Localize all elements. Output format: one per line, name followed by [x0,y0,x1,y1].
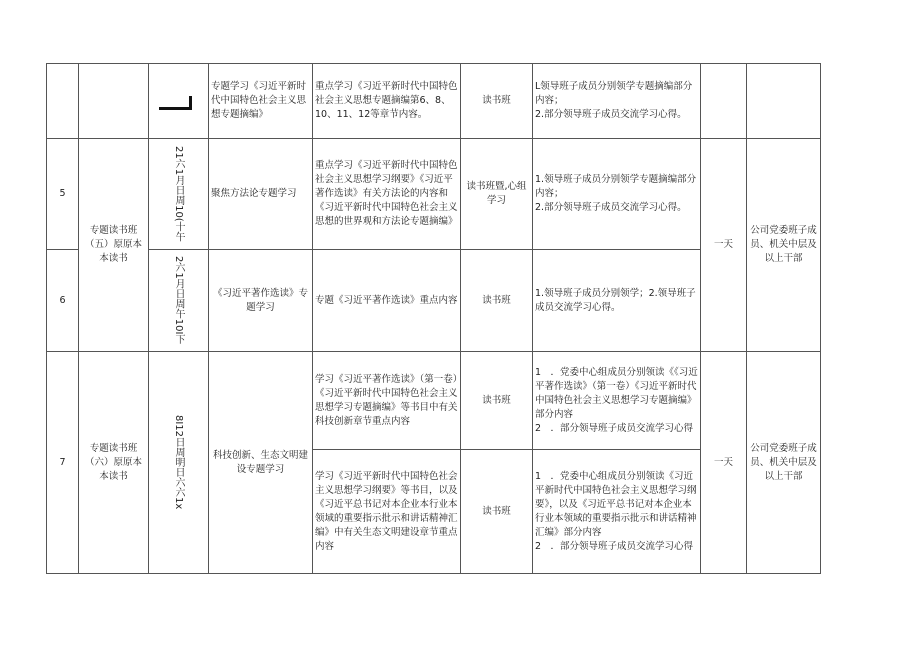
date-text: 8I12日周明日六六1x [173,415,184,510]
cell-activity: L领导班子成员分别领学专题摘编部分内容； 2.部分领导班子成员交流学习心得。 [533,64,701,139]
cell-content: 专题《习近平著作选读》重点内容 [313,250,461,352]
cell-date [149,64,209,139]
cell-duration: 一天 [701,352,747,574]
schedule-table [46,63,821,574]
cell-no: 7 [47,352,79,574]
date-text: 2六1月日周午10I下 [173,256,184,345]
cell-form: 读书班暨,心组学习 [461,139,533,250]
cell-content: 学习《习近平新时代中国特色社会主义思想学习纲要》等书目，以及《习近平总书记对本企业本行业本领域的重要指示批示和讲话精神汇编》中有关生态文明建设章节重点内容 [313,450,461,574]
table-row [47,139,821,250]
cell-activity: 1 ．党委中心组成员分别领读《习近平新时代中国特色社会主义思想学习纲要》，以及《习近平总书记对本企业本行业本领域的重要指示批示和讲话精神汇编》部分内容 2 ．部分领导班子成员交流学习心得 [533,450,701,574]
cell-content: 重点学习《习近平新时代中国特色社会主义思想专题摘编第6、8、10、11、12等章节内容。 [313,64,461,139]
cell-activity: 1 ．党委中心组成员分别领读《《习近平著作选读》（第一卷）《习近平新时代中国特色社会主义思想学习专题摘编》部分内容 2 ．部分领导班子成员交流学习心得 [533,352,701,450]
cell-date [149,352,209,574]
cell-attendees: 公司党委班子成员、机关中层及以上干部 [747,139,821,352]
cell-form: 读书班 [461,250,533,352]
cell-phase [79,64,149,139]
cell-topic: 聚焦方法论专题学习 [209,139,313,250]
cell-duration [701,64,747,139]
cell-phase: 专题读书班（六）原原本本读书 [79,352,149,574]
cell-phase: 专题读书班（五）原原本本读书 [79,139,149,352]
redaction-mark [159,84,199,118]
cell-form: 读书班 [461,450,533,574]
cell-topic: 科技创新、生态文明建设专题学习 [209,352,313,574]
table-row [47,64,821,139]
cell-no: 5 [47,139,79,250]
date-text: 21六1月日周10(十午 [173,146,184,242]
cell-activity: 1.领导班子成员分别领学；2.领导班子成员交流学习心得。 [533,250,701,352]
cell-form: 读书班 [461,64,533,139]
cell-content: 学习《习近平著作选读》（第一卷）《习近平新时代中国特色社会主义思想学习专题摘编》等书目中有关科技创新章节重点内容 [313,352,461,450]
cell-topic: 专题学习《习近平新时代中国特色社会主义思想专题摘编》 [209,64,313,139]
cell-date [149,250,209,352]
table-row [47,352,821,450]
cell-form: 读书班 [461,352,533,450]
cell-attendees [747,64,821,139]
cell-activity: 1.领导班子成员分别领学专题摘编部分内容； 2.部分领导班子成员交流学习心得。 [533,139,701,250]
cell-attendees: 公司党委班子成员、机关中层及以上干部 [747,352,821,574]
cell-topic: 《习近平著作选读》专题学习 [209,250,313,352]
cell-date [149,139,209,250]
cell-no [47,64,79,139]
cell-duration: 一天 [701,139,747,352]
cell-no: 6 [47,250,79,352]
cell-content: 重点学习《习近平新时代中国特色社会主义思想学习纲要》《习近平著作选读》有关方法论的内容和《习近平新时代中国特色社会主义思想的世界观和方法论专题摘编》 [313,139,461,250]
